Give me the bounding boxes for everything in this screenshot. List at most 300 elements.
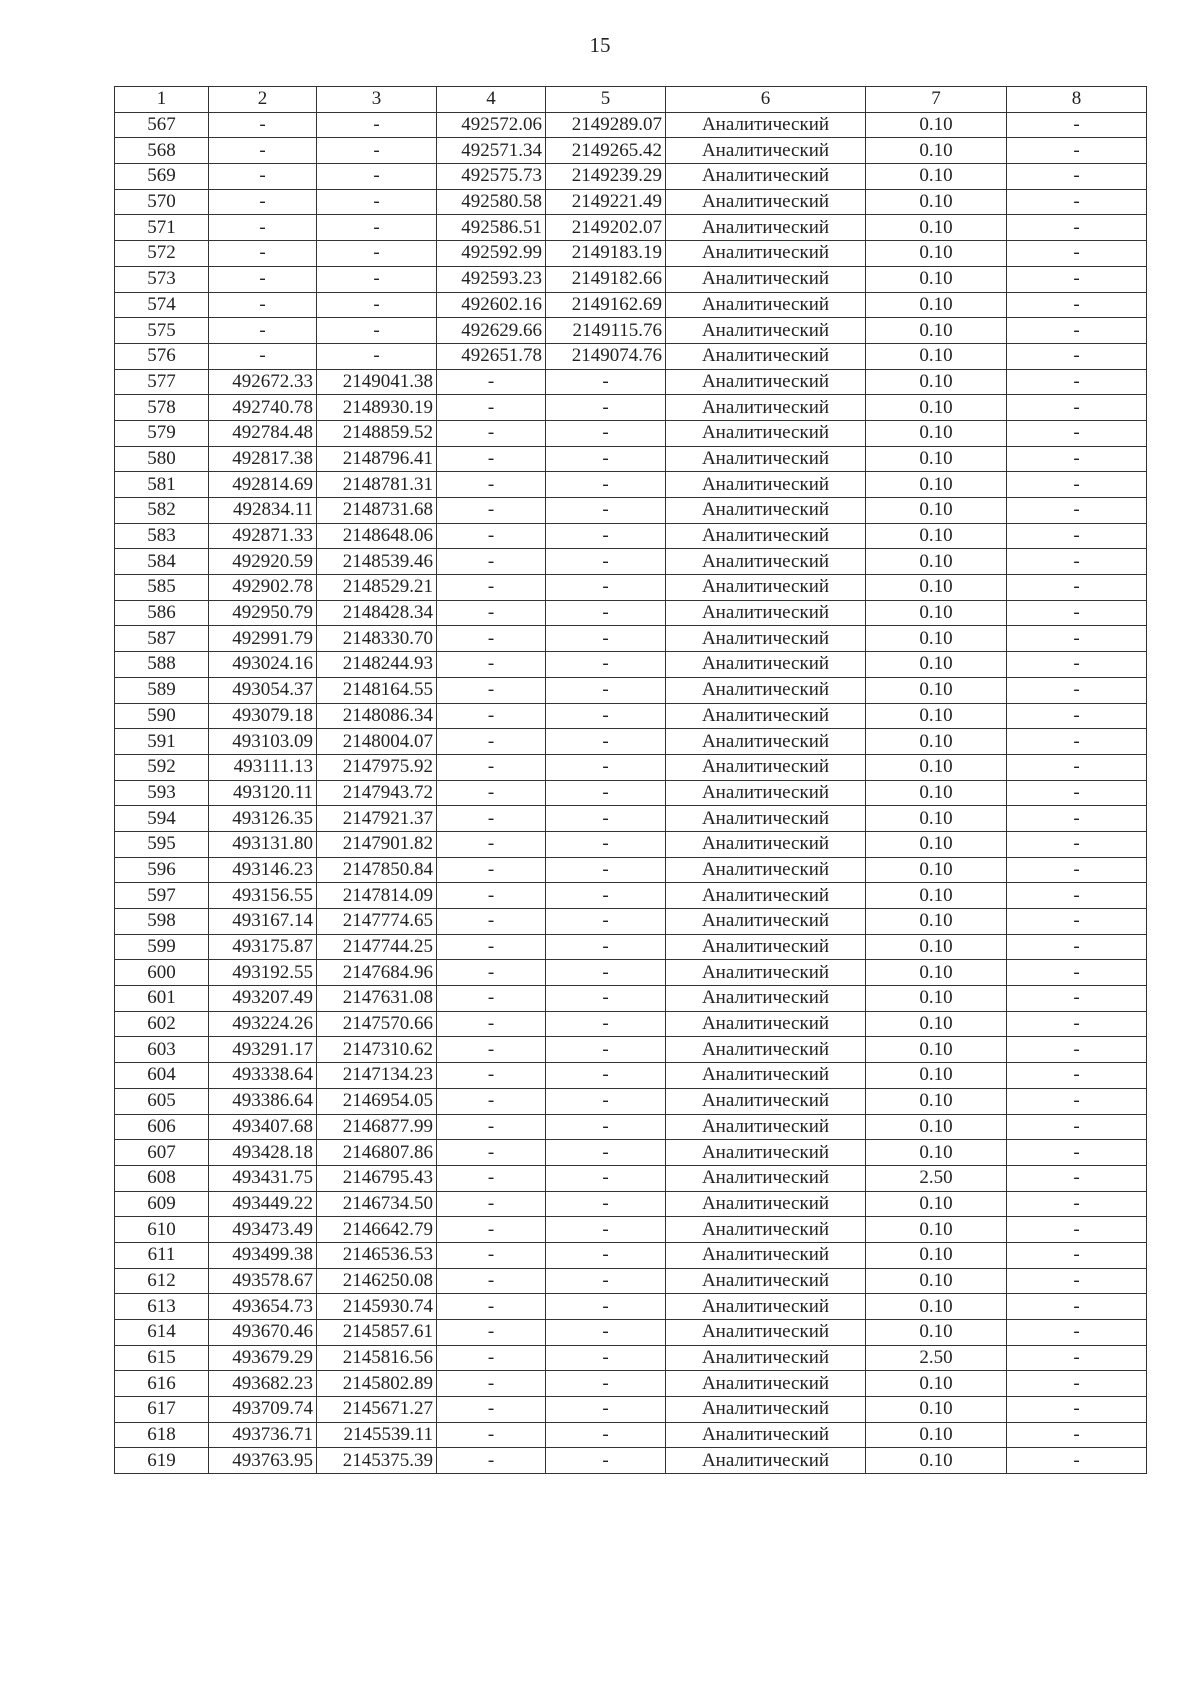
table-cell: -	[437, 1397, 546, 1423]
table-cell: -	[437, 1191, 546, 1217]
table-cell: 2147975.92	[317, 754, 437, 780]
table-cell: -	[1007, 1114, 1147, 1140]
table-cell: 602	[115, 1011, 209, 1037]
table-cell: -	[209, 189, 317, 215]
table-cell: -	[437, 472, 546, 498]
table-cell: 493103.09	[209, 729, 317, 755]
table-cell: -	[546, 1011, 666, 1037]
table-cell: -	[209, 215, 317, 241]
table-cell: 493709.74	[209, 1397, 317, 1423]
table-cell: -	[1007, 1448, 1147, 1474]
table-cell: 594	[115, 806, 209, 832]
table-cell: 613	[115, 1294, 209, 1320]
table-cell: -	[546, 1294, 666, 1320]
table-cell: -	[546, 857, 666, 883]
table-cell: 2145816.56	[317, 1345, 437, 1371]
table-cell: -	[546, 754, 666, 780]
table-cell: 2146642.79	[317, 1217, 437, 1243]
table-cell: -	[437, 986, 546, 1012]
table-cell: -	[546, 729, 666, 755]
table-row	[115, 1011, 1147, 1037]
table-cell: -	[1007, 986, 1147, 1012]
table-cell: Аналитический	[666, 1165, 866, 1191]
column-header: 2	[209, 87, 317, 113]
table-cell: -	[437, 857, 546, 883]
table-cell: -	[1007, 960, 1147, 986]
table-cell: -	[317, 112, 437, 138]
table-cell: Аналитический	[666, 549, 866, 575]
table-cell: -	[1007, 1191, 1147, 1217]
table-cell: Аналитический	[666, 1140, 866, 1166]
table-cell: 575	[115, 318, 209, 344]
table-cell: 572	[115, 241, 209, 267]
table-cell: 614	[115, 1320, 209, 1346]
table-cell: 0.10	[866, 318, 1007, 344]
table-cell: Аналитический	[666, 652, 866, 678]
table-row	[115, 1165, 1147, 1191]
table-cell: -	[1007, 292, 1147, 318]
table-row	[115, 1268, 1147, 1294]
table-cell: Аналитический	[666, 1114, 866, 1140]
table-cell: 492784.48	[209, 420, 317, 446]
table-cell: 2149289.07	[546, 112, 666, 138]
table-row	[115, 420, 1147, 446]
table-cell: 2149239.29	[546, 164, 666, 190]
table-row	[115, 369, 1147, 395]
column-header: 4	[437, 87, 546, 113]
table-cell: 2147901.82	[317, 831, 437, 857]
table-cell: -	[1007, 1397, 1147, 1423]
table-cell: 0.10	[866, 241, 1007, 267]
table-cell: -	[437, 626, 546, 652]
table-cell: 0.10	[866, 729, 1007, 755]
table-cell: -	[1007, 677, 1147, 703]
table-cell: -	[546, 600, 666, 626]
table-cell: 2148539.46	[317, 549, 437, 575]
table-cell: 0.10	[866, 369, 1007, 395]
table-cell: -	[437, 703, 546, 729]
table-cell: Аналитический	[666, 446, 866, 472]
table-row	[115, 1448, 1147, 1474]
table-cell: -	[1007, 883, 1147, 909]
table-cell: 570	[115, 189, 209, 215]
table-cell: 581	[115, 472, 209, 498]
table-cell: -	[1007, 575, 1147, 601]
table-cell: 0.10	[866, 523, 1007, 549]
table-cell: -	[437, 1088, 546, 1114]
table-cell: -	[1007, 909, 1147, 935]
table-cell: -	[437, 1037, 546, 1063]
table-cell: -	[437, 1165, 546, 1191]
table-cell: -	[1007, 1371, 1147, 1397]
table-cell: 0.10	[866, 986, 1007, 1012]
table-row	[115, 652, 1147, 678]
table-cell: -	[437, 806, 546, 832]
table-cell: -	[209, 318, 317, 344]
table-cell: 2148529.21	[317, 575, 437, 601]
table-cell: -	[546, 1063, 666, 1089]
table-cell: -	[317, 266, 437, 292]
table-cell: 0.10	[866, 1320, 1007, 1346]
table-cell: -	[546, 1191, 666, 1217]
table-cell: 597	[115, 883, 209, 909]
table-cell: -	[546, 1165, 666, 1191]
table-cell: -	[1007, 1088, 1147, 1114]
table-cell: Аналитический	[666, 1345, 866, 1371]
table-cell: 493763.95	[209, 1448, 317, 1474]
table-cell: 493428.18	[209, 1140, 317, 1166]
table-cell: Аналитический	[666, 1037, 866, 1063]
table-cell: 599	[115, 934, 209, 960]
table-row	[115, 883, 1147, 909]
table-cell: Аналитический	[666, 318, 866, 344]
table-cell: 612	[115, 1268, 209, 1294]
table-cell: -	[437, 831, 546, 857]
table-row	[115, 523, 1147, 549]
table-cell: Аналитический	[666, 189, 866, 215]
table-cell: Аналитический	[666, 369, 866, 395]
table-cell: Аналитический	[666, 1422, 866, 1448]
table-cell: Аналитический	[666, 1011, 866, 1037]
table-cell: -	[209, 241, 317, 267]
table-cell: 0.10	[866, 1397, 1007, 1423]
table-row	[115, 266, 1147, 292]
table-cell: 2145539.11	[317, 1422, 437, 1448]
table-cell: 493431.75	[209, 1165, 317, 1191]
table-cell: 0.10	[866, 600, 1007, 626]
table-cell: 493224.26	[209, 1011, 317, 1037]
table-cell: -	[546, 1088, 666, 1114]
table-cell: -	[1007, 1422, 1147, 1448]
table-cell: Аналитический	[666, 575, 866, 601]
table-cell: 2149182.66	[546, 266, 666, 292]
table-cell: 2148859.52	[317, 420, 437, 446]
table-cell: -	[546, 1217, 666, 1243]
table-cell: -	[437, 446, 546, 472]
table-cell: 2.50	[866, 1165, 1007, 1191]
table-row	[115, 1088, 1147, 1114]
table-cell: Аналитический	[666, 138, 866, 164]
table-cell: Аналитический	[666, 677, 866, 703]
table-cell: -	[317, 318, 437, 344]
table-cell: 595	[115, 831, 209, 857]
table-cell: 2148086.34	[317, 703, 437, 729]
table-cell: Аналитический	[666, 292, 866, 318]
table-cell: 588	[115, 652, 209, 678]
table-cell: Аналитический	[666, 806, 866, 832]
table-cell: 492571.34	[437, 138, 546, 164]
table-cell: 493054.37	[209, 677, 317, 703]
table-cell: 0.10	[866, 831, 1007, 857]
table-cell: 574	[115, 292, 209, 318]
table-cell: 493473.49	[209, 1217, 317, 1243]
table-cell: 2145375.39	[317, 1448, 437, 1474]
table-cell: -	[546, 883, 666, 909]
table-cell: 0.10	[866, 446, 1007, 472]
table-cell: 2148330.70	[317, 626, 437, 652]
table-cell: -	[1007, 472, 1147, 498]
table-row	[115, 1320, 1147, 1346]
table-row	[115, 241, 1147, 267]
table-cell: Аналитический	[666, 1371, 866, 1397]
table-cell: Аналитический	[666, 1242, 866, 1268]
table-cell: 586	[115, 600, 209, 626]
column-header: 1	[115, 87, 209, 113]
table-row	[115, 549, 1147, 575]
table-cell: 0.10	[866, 677, 1007, 703]
table-cell: 583	[115, 523, 209, 549]
table-cell: 2149265.42	[546, 138, 666, 164]
table-cell: -	[546, 1397, 666, 1423]
table-cell: -	[1007, 1268, 1147, 1294]
table-cell: 2147850.84	[317, 857, 437, 883]
table-cell: 492629.66	[437, 318, 546, 344]
table-cell: 580	[115, 446, 209, 472]
table-cell: 492651.78	[437, 343, 546, 369]
table-cell: 2149221.49	[546, 189, 666, 215]
table-cell: 0.10	[866, 754, 1007, 780]
table-cell: 0.10	[866, 1448, 1007, 1474]
table-cell: 0.10	[866, 138, 1007, 164]
table-cell: -	[437, 1242, 546, 1268]
table-cell: -	[1007, 1294, 1147, 1320]
table-cell: 0.10	[866, 1140, 1007, 1166]
table-cell: -	[209, 292, 317, 318]
table-row	[115, 703, 1147, 729]
table-cell: 619	[115, 1448, 209, 1474]
table-cell: -	[546, 1242, 666, 1268]
table-cell: -	[437, 1011, 546, 1037]
table-cell: Аналитический	[666, 164, 866, 190]
table-cell: 0.10	[866, 1371, 1007, 1397]
table-cell: 0.10	[866, 1217, 1007, 1243]
table-cell: -	[1007, 729, 1147, 755]
table-cell: -	[1007, 549, 1147, 575]
table-cell: -	[546, 677, 666, 703]
table-cell: -	[437, 1114, 546, 1140]
table-cell: 492871.33	[209, 523, 317, 549]
header-row	[115, 87, 1147, 113]
table-cell: -	[437, 1320, 546, 1346]
table-cell: 2148930.19	[317, 395, 437, 421]
table-cell: -	[546, 626, 666, 652]
table-cell: 593	[115, 780, 209, 806]
table-row	[115, 112, 1147, 138]
column-header: 5	[546, 87, 666, 113]
table-cell: -	[437, 1448, 546, 1474]
table-cell: Аналитический	[666, 1320, 866, 1346]
table-cell: Аналитический	[666, 960, 866, 986]
table-cell: 2147744.25	[317, 934, 437, 960]
table-cell: 2147310.62	[317, 1037, 437, 1063]
table-cell: 2146795.43	[317, 1165, 437, 1191]
table-cell: Аналитический	[666, 703, 866, 729]
table-cell: -	[546, 652, 666, 678]
table-cell: Аналитический	[666, 1448, 866, 1474]
table-row	[115, 857, 1147, 883]
table-cell: -	[317, 164, 437, 190]
table-cell: 2147134.23	[317, 1063, 437, 1089]
table-cell: 2149115.76	[546, 318, 666, 344]
table-cell: 611	[115, 1242, 209, 1268]
table-cell: Аналитический	[666, 754, 866, 780]
table-row	[115, 1191, 1147, 1217]
table-cell: Аналитический	[666, 1268, 866, 1294]
table-body	[115, 112, 1147, 1473]
table-cell: 0.10	[866, 1294, 1007, 1320]
table-cell: 617	[115, 1397, 209, 1423]
table-cell: -	[546, 446, 666, 472]
table-row	[115, 498, 1147, 524]
table-cell: 0.10	[866, 1037, 1007, 1063]
table-cell: 493407.68	[209, 1114, 317, 1140]
table-row	[115, 189, 1147, 215]
table-cell: -	[1007, 780, 1147, 806]
table-cell: 493736.71	[209, 1422, 317, 1448]
table-cell: Аналитический	[666, 780, 866, 806]
table-cell: -	[546, 806, 666, 832]
table-cell: -	[1007, 652, 1147, 678]
table-cell: 493192.55	[209, 960, 317, 986]
table-cell: -	[546, 472, 666, 498]
table-cell: 0.10	[866, 420, 1007, 446]
table-cell: 2.50	[866, 1345, 1007, 1371]
table-cell: 493146.23	[209, 857, 317, 883]
table-cell: -	[1007, 1320, 1147, 1346]
table-cell: Аналитический	[666, 934, 866, 960]
table-cell: -	[437, 754, 546, 780]
table-cell: Аналитический	[666, 1191, 866, 1217]
table-cell: -	[546, 1448, 666, 1474]
table-cell: 492580.58	[437, 189, 546, 215]
table-cell: 493207.49	[209, 986, 317, 1012]
table-cell: 493175.87	[209, 934, 317, 960]
table-cell: 610	[115, 1217, 209, 1243]
column-header: 7	[866, 87, 1007, 113]
table-row	[115, 343, 1147, 369]
table-cell: -	[546, 986, 666, 1012]
table-cell: -	[546, 1422, 666, 1448]
table-cell: 0.10	[866, 909, 1007, 935]
table-cell: 2148731.68	[317, 498, 437, 524]
table-cell: 0.10	[866, 960, 1007, 986]
table-cell: -	[317, 189, 437, 215]
table-cell: Аналитический	[666, 1294, 866, 1320]
table-row	[115, 1217, 1147, 1243]
table-cell: Аналитический	[666, 112, 866, 138]
table-cell: 493167.14	[209, 909, 317, 935]
table-cell: -	[437, 1371, 546, 1397]
table-cell: -	[546, 934, 666, 960]
table-cell: -	[1007, 1165, 1147, 1191]
table-row	[115, 934, 1147, 960]
table-cell: -	[437, 498, 546, 524]
table-cell: 2146734.50	[317, 1191, 437, 1217]
table-cell: 573	[115, 266, 209, 292]
table-cell: -	[546, 1268, 666, 1294]
table-cell: 2148164.55	[317, 677, 437, 703]
table-cell: -	[437, 1268, 546, 1294]
table-cell: -	[437, 729, 546, 755]
table-cell: Аналитический	[666, 241, 866, 267]
table-cell: 0.10	[866, 549, 1007, 575]
table-cell: -	[437, 960, 546, 986]
table-row	[115, 1242, 1147, 1268]
table-row	[115, 780, 1147, 806]
table-row	[115, 472, 1147, 498]
table-cell: -	[546, 1320, 666, 1346]
table-cell: Аналитический	[666, 600, 866, 626]
table-cell: 492920.59	[209, 549, 317, 575]
table-cell: 492586.51	[437, 215, 546, 241]
table-cell: Аналитический	[666, 523, 866, 549]
table-cell: 492602.16	[437, 292, 546, 318]
table-cell: 2148428.34	[317, 600, 437, 626]
table-cell: -	[1007, 831, 1147, 857]
table-cell: 0.10	[866, 652, 1007, 678]
table-cell: 492902.78	[209, 575, 317, 601]
table-cell: -	[1007, 1011, 1147, 1037]
table-cell: 493499.38	[209, 1242, 317, 1268]
table-cell: 2148796.41	[317, 446, 437, 472]
table-cell: 493449.22	[209, 1191, 317, 1217]
table-cell: 0.10	[866, 1422, 1007, 1448]
table-cell: 492572.06	[437, 112, 546, 138]
table-cell: 604	[115, 1063, 209, 1089]
table-cell: Аналитический	[666, 472, 866, 498]
table-cell: 492834.11	[209, 498, 317, 524]
table-cell: Аналитический	[666, 1088, 866, 1114]
table-row	[115, 831, 1147, 857]
table-cell: 492950.79	[209, 600, 317, 626]
table-cell: Аналитический	[666, 883, 866, 909]
table-cell: -	[317, 292, 437, 318]
table-cell: -	[317, 138, 437, 164]
table-cell: -	[1007, 806, 1147, 832]
table-cell: Аналитический	[666, 831, 866, 857]
table-cell: -	[209, 343, 317, 369]
table-cell: 0.10	[866, 472, 1007, 498]
table-cell: -	[317, 343, 437, 369]
table-cell: 2146250.08	[317, 1268, 437, 1294]
table-cell: -	[546, 498, 666, 524]
table-cell: 2148004.07	[317, 729, 437, 755]
table-cell: -	[1007, 266, 1147, 292]
table-cell: -	[546, 909, 666, 935]
table-cell: 2149074.76	[546, 343, 666, 369]
table-cell: 569	[115, 164, 209, 190]
table-cell: -	[437, 652, 546, 678]
table-cell: 608	[115, 1165, 209, 1191]
table-cell: -	[437, 780, 546, 806]
table-cell: 2146877.99	[317, 1114, 437, 1140]
table-cell: 0.10	[866, 780, 1007, 806]
table-row	[115, 986, 1147, 1012]
table-cell: 585	[115, 575, 209, 601]
table-cell: -	[437, 523, 546, 549]
table-cell: 2145802.89	[317, 1371, 437, 1397]
table-cell: -	[546, 395, 666, 421]
table-row	[115, 215, 1147, 241]
table-cell: 2147921.37	[317, 806, 437, 832]
table-cell: -	[437, 575, 546, 601]
table-cell: 0.10	[866, 883, 1007, 909]
table-cell: 2147631.08	[317, 986, 437, 1012]
table-cell: 0.10	[866, 215, 1007, 241]
table-cell: 0.10	[866, 112, 1007, 138]
table-cell: 615	[115, 1345, 209, 1371]
table-cell: -	[546, 575, 666, 601]
